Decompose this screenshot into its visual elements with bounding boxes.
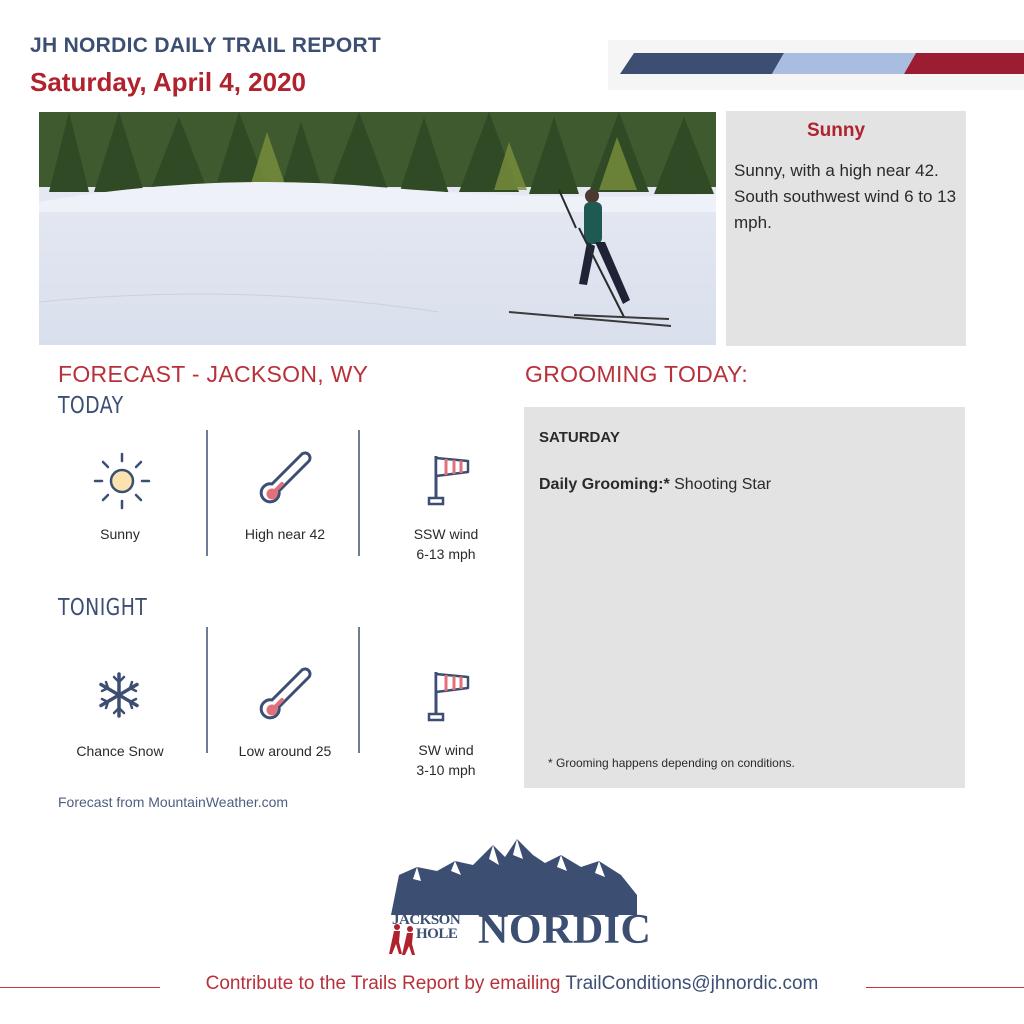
today-heading: TODAY [58,393,124,419]
logo-hole: HOLE [416,926,458,942]
today-divider-1 [206,430,208,556]
today-wind-speed: 6-13 mph [416,546,476,562]
logo-nordic: NORDIC [478,907,652,953]
tonight-divider-2 [358,627,360,753]
tonight-wind-speed: 3-10 mph [416,762,476,778]
report-date: Saturday, April 4, 2020 [30,67,307,97]
skier-photo [39,112,716,345]
windsock-icon [410,446,480,516]
grooming-trails: Shooting Star [669,476,772,493]
tonight-wind-label [371,740,521,780]
tonight-condition-label: Chance Snow [76,743,164,759]
logo-jackson: JACKSON [392,912,461,928]
windsock-icon [410,662,480,732]
header-color-stripes [608,40,1024,90]
footer-email-link[interactable]: TrailConditions@jhnordic.com [565,973,819,994]
sun-icon [86,446,156,516]
footer-text [200,973,825,994]
today-high-label: High near 42 [244,526,326,542]
today-condition-label: Sunny [100,526,140,542]
grooming-note: * Grooming happens depending on conditions. [548,756,795,770]
jackson-hole-nordic-logo [385,835,641,915]
footer [0,973,1024,995]
grooming-entry [539,476,771,494]
tonight-divider-1 [206,627,208,753]
weather-condition: Sunny [806,120,866,141]
thermometer-icon [252,446,322,516]
today-wind-direction: SSW wind [413,526,479,542]
report-title: JH NORDIC DAILY TRAIL REPORT [30,34,382,57]
tonight-low-label: Low around 25 [238,743,332,759]
today-wind-label [371,524,521,564]
snowflake-icon [84,660,154,730]
thermometer-icon [252,662,322,732]
grooming-day: SATURDAY [539,429,620,446]
weather-description: Sunny, with a high near 42. South southwest wind 6 to 13 mph. [734,161,957,232]
tonight-wind-direction: SW wind [418,742,474,758]
forecast-source: Forecast from MountainWeather.com [58,794,289,810]
grooming-panel [524,407,965,788]
tonight-heading: TONIGHT [58,595,148,621]
forecast-heading: FORECAST - JACKSON, WY [58,361,369,387]
grooming-label: Daily Grooming:* [539,476,670,493]
footer-message: Contribute to the Trails Report by emailing [205,973,566,994]
grooming-heading: GROOMING TODAY: [525,361,749,387]
logo-jackson-hole-text [392,913,460,941]
